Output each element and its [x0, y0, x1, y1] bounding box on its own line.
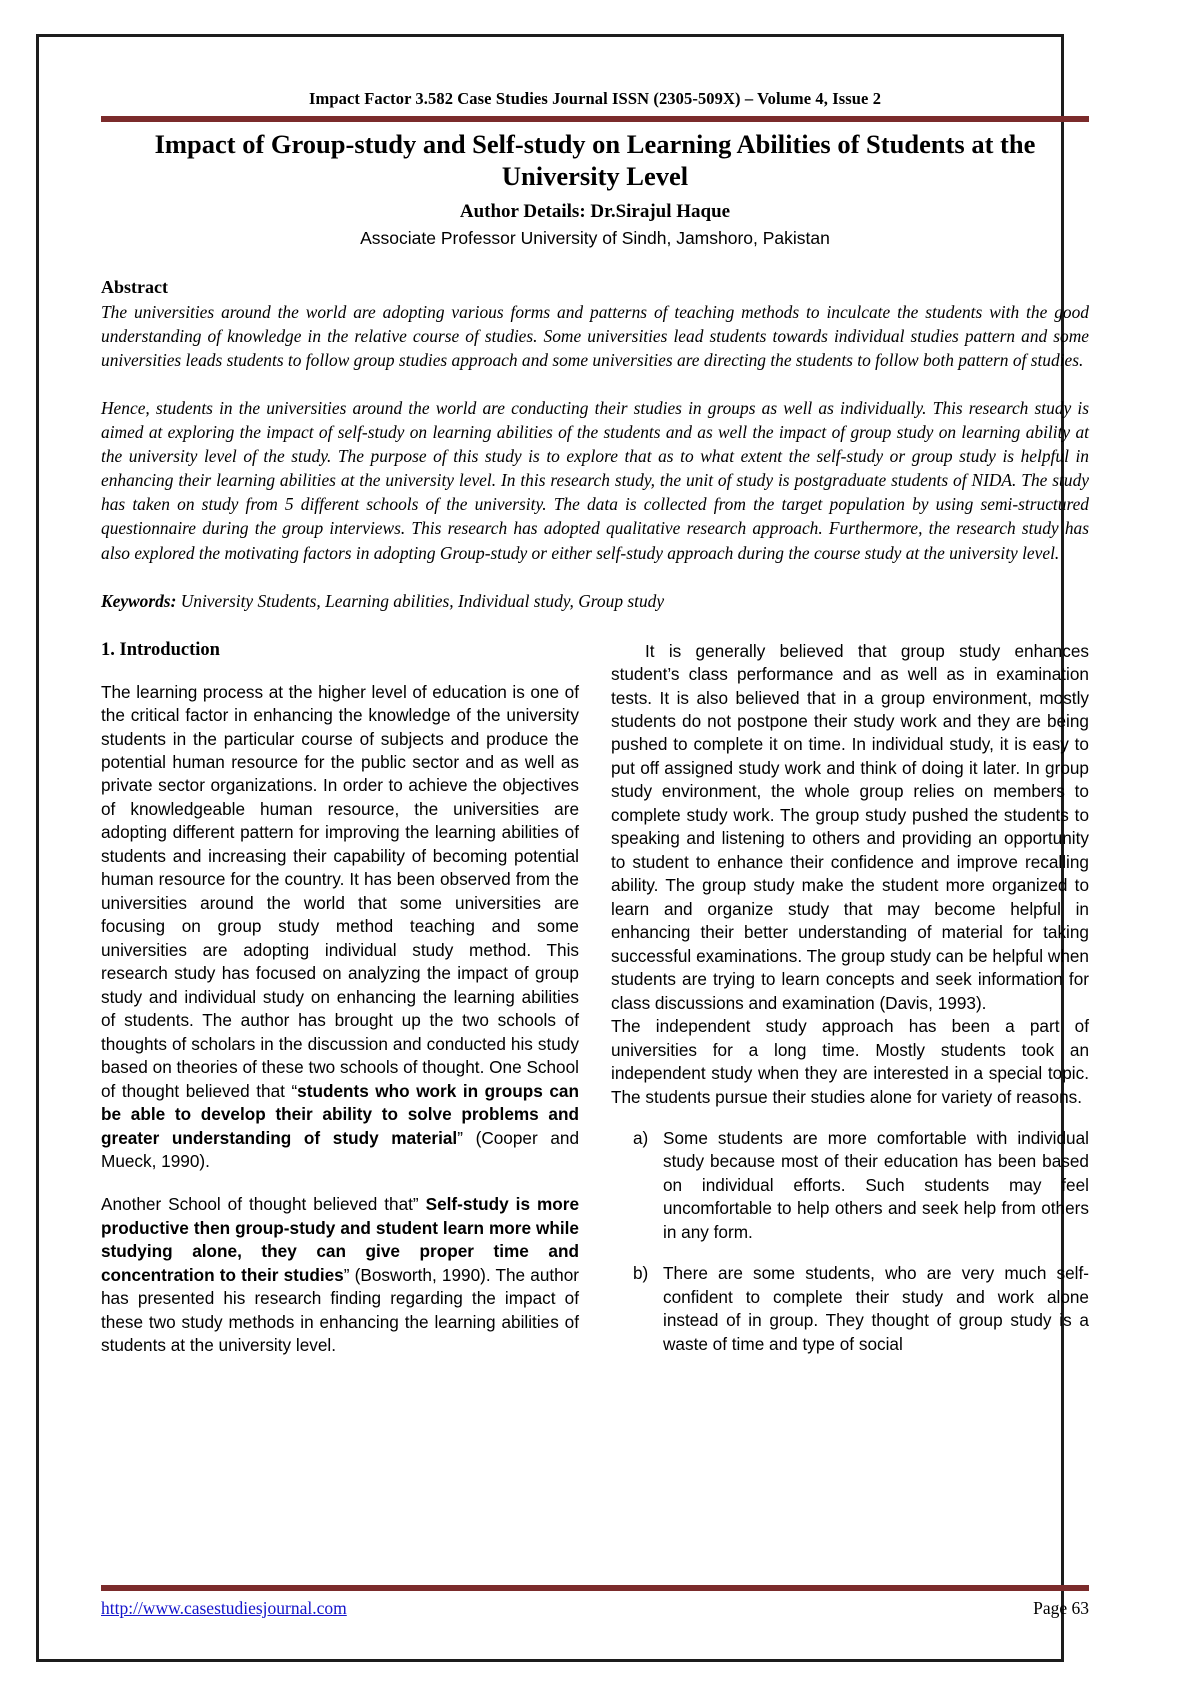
author-affiliation: Associate Professor University of Sindh, Jamshoro, Pakistan — [360, 227, 830, 248]
list-item — [611, 1127, 1089, 1244]
list-item-text: There are some students, who are very much self-confident to complete their study and work alone instead of in group. They thought of group study is a waste of time and type of social — [663, 1263, 1089, 1354]
abstract-paragraph: The universities around the world are adopting various forms and patterns of teaching methods to inculcate the students with the good understanding of knowledge in the relative course of studies. Some universities lead students towards individual studies pattern and some universities leads students to follow group studies approach and some universities are directing the students to follow both pattern of studies. — [101, 301, 1089, 370]
abstract-paragraph: Hence, students in the universities around the world are conducting their studies in groups as well as individually. This research study is aimed at exploring the impact of self-study on learning abilities of the students and as well the impact of group study on learning ability at the university level of the study. The purpose of this study is to explore that as to what extent the self-study or group study is helpful in enhancing their learning abilities at the university level. In this research study, the unit of study is postgraduate students of NIDA. The study has taken on study from 5 different schools of the university. The data is collected from the target population by using semi-structured questionnaire during the group interviews. This research has adopted qualitative research approach. Furthermore, the research study has also explored the motivating factors in adopting Group-study or either self-study approach during the course study at the university level. — [101, 397, 1089, 563]
right-column — [611, 640, 1089, 1357]
page-number: Page 63 — [1033, 1598, 1089, 1618]
abstract-heading: Abstract — [101, 276, 168, 297]
page-title: Impact of Group-study and Self-study on Learning Abilities of Students at the University Level — [154, 129, 1036, 192]
left-paragraph-2 — [101, 1193, 579, 1357]
abstract-section — [101, 277, 1089, 612]
right-paragraph-1: It is generally believed that group study enhances student’s class performance and as well as in examination tests. It is also believed that in a group environment, mostly students do not postpone their study work and they are being pushed to complete it on time. In individual study, it is easy to put off assigned study work and think of doing it later. In group study environment, the whole group relies on members to complete study work. The group study pushed the students to speaking and listening to others and providing an opportunity to student to enhance their confidence and improve recalling ability. The group study make the student more organized to learn and organize study that may become helpful in enhancing their better understanding of material for taking successful examinations. The group study can be helpful when students are trying to learn concepts and seek information for class discussions and examination (Davis, 1993). — [611, 640, 1089, 1013]
list-item-marker: b) — [633, 1263, 649, 1284]
journal-url-link[interactable]: http://www.casestudiesjournal.com — [101, 1598, 347, 1618]
page-content-area — [101, 89, 1089, 1683]
page-border-frame — [36, 34, 1089, 1662]
keywords-line — [101, 591, 1089, 612]
body-columns — [101, 640, 1089, 1358]
footer-rule — [101, 1585, 1089, 1591]
keywords-label: Keywords: — [101, 590, 177, 611]
footer-row — [101, 1598, 1089, 1619]
reasons-list — [611, 1127, 1089, 1356]
paragraph-bold-quote: students who work in groups can be able to develop their ability to solve problems and greater understanding of study material — [101, 1080, 579, 1148]
paragraph-text: ” (Cooper and Mueck, 1990). — [101, 1127, 580, 1171]
running-head: Impact Factor 3.582 Case Studies Journal ISSN (2305-509X) – Volume 4, Issue 2 — [308, 89, 882, 108]
page-footer — [101, 1585, 1089, 1619]
paragraph-text: ” (Bosworth, 1990). The author has presented his research finding regarding the impact of these two study methods in enhancing the learning abilities of students at the university level. — [101, 1264, 580, 1356]
list-item-text: Some students are more comfortable with individual study because most of their education has been based on individual efforts. Such students may feel uncomfortable to help others and seek help from others in any form. — [663, 1127, 1089, 1242]
section-heading-introduction: 1. Introduction — [101, 639, 220, 660]
left-column — [101, 640, 579, 1358]
list-item — [611, 1262, 1089, 1356]
header-rule — [101, 116, 1089, 122]
author-details: Author Details: Dr.Sirajul Haque — [459, 200, 731, 222]
keywords-value: University Students, Learning abilities, Individual study, Group study — [176, 590, 665, 611]
paragraph-bold-quote: Self-study is more productive then group-study and student learn more while studying alone, they can give proper time and concentration to their studies — [101, 1194, 579, 1285]
right-paragraph-2: The independent study approach has been a part of universities for a long time. Mostly students took an independent study when they are interested in a special topic. The students pursue their studies alone for variety of reasons. — [611, 1016, 1089, 1107]
left-paragraph-1 — [101, 681, 579, 1174]
paragraph-text: Another School of thought believed that” — [101, 1194, 426, 1215]
paragraph-text: The learning process at the higher level of education is one of the critical factor in enhancing the knowledge of the university students in the particular course of subjects and produce the potential human resource for the public sector and as well as private sector organizations. In order to achieve the objectives of knowledgeable human resource, the universities are adopting different pattern for improving the learning abilities of students and increasing their capability of becoming potential human resource for the country. It has been observed from the universities around the world that some universities are focusing on group study method teaching and some universities are adopting individual study method. This research study has focused on analyzing the impact of group study and individual study on enhancing the learning abilities of students. The author has brought up the two schools of thoughts of scholars in the discussion and conducted his study based on theories of these two schools of thought. One School of thought believed that “ — [101, 681, 579, 1101]
list-item-marker: a) — [633, 1127, 649, 1148]
